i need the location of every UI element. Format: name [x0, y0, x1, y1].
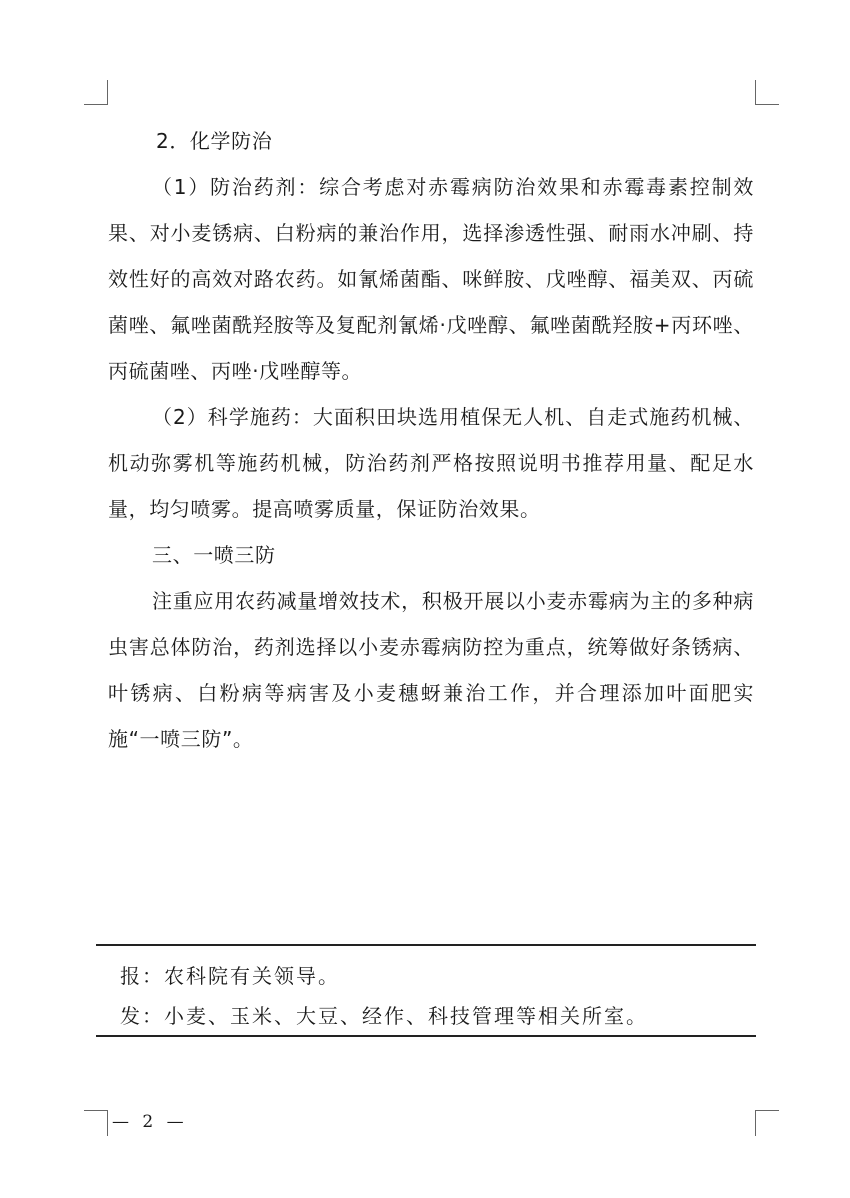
paragraph-one-spray: 注重应用农药减量增效技术，积极开展以小麦赤霉病为主的多种病虫害总体防治，药剂选择以小麦赤霉病防控为重点，统筹做好条锈病、叶锈病、白粉病等病害及小麦穗蚜兼治工作，并合理添加叶面肥实施“一喷三防”。: [108, 589, 754, 751]
paragraph-pesticides: （1）防治药剂：综合考虑对赤霉病防治效果和赤霉毒素控制效果、对小麦锈病、白粉病的兼治作用，选择渗透性强、耐雨水冲刷、持效性好的高效对路农药。如氰烯菌酯、咪鲜胺、戊唑醇、福美双、丙硫菌唑、氟唑菌酰羟胺等及复配剂氰烯·戊唑醇、氟唑菌酰羟胺+丙环唑、丙硫菌唑、丙唑·戊唑醇等。: [108, 175, 754, 383]
distribution-block: [96, 944, 756, 1037]
page-number: — 2 —: [112, 1112, 188, 1132]
bottom-rule: [96, 1035, 756, 1037]
document-body: [108, 118, 754, 762]
top-rule: [96, 944, 756, 946]
report-to-line: 报：农科院有关领导。: [120, 964, 340, 988]
paragraph-application: （2）科学施药：大面积田块选用植保无人机、自走式施药机械、机动弥雾机等施药机械，防治药剂严格按照说明书推荐用量、配足水量，均匀喷雾。提高喷雾质量，保证防治效果。: [108, 405, 754, 521]
send-to-line: 发：小麦、玉米、大豆、经作、科技管理等相关所室。: [120, 1004, 648, 1028]
section-heading: 2．化学防治: [156, 129, 273, 153]
section-heading-three: 三、一喷三防: [152, 543, 276, 567]
